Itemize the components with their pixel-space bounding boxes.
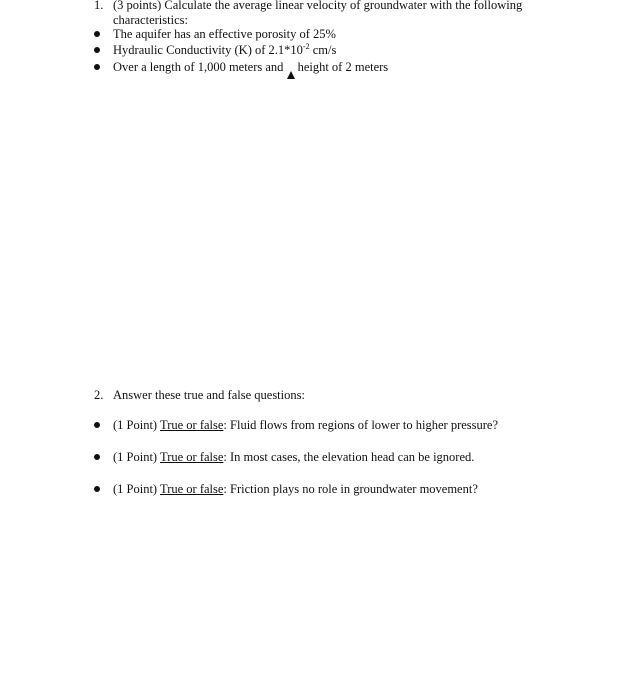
true-false-item [113, 418, 498, 433]
length-prefix: Over a length of 1,000 meters and [113, 60, 287, 74]
true-or-false-label: True or false [160, 482, 224, 496]
conductivity-prefix: Hydraulic Conductivity (K) of 2.1*10 [113, 43, 303, 57]
item-text: : Fluid flows from regions of lower to higher pressure? [223, 418, 499, 432]
delta-icon [287, 71, 295, 79]
question-2-number: 2. [94, 388, 104, 402]
bullet-icon [94, 422, 100, 428]
question-1-number: 1. [94, 0, 104, 12]
conductivity-suffix: cm/s [309, 43, 337, 57]
conductivity-exponent: -2 [302, 42, 310, 51]
true-false-item [113, 482, 478, 497]
bullet-icon [94, 454, 100, 460]
porosity-bullet-text: The aquifer has an effective porosity of 25% [113, 27, 336, 41]
bullet-icon [94, 47, 100, 53]
item-text: : Friction plays no role in groundwater movement? [223, 482, 478, 496]
item-text: : In most cases, the elevation head can be ignored. [223, 450, 475, 464]
question-2-prompt: Answer these true and false questions: [113, 388, 305, 402]
bullet-icon [94, 486, 100, 492]
bullet-icon [94, 31, 100, 37]
bullet-icon [94, 64, 100, 70]
conductivity-bullet-text [113, 43, 336, 58]
true-or-false-label: True or false [160, 450, 224, 464]
length-bullet-text [113, 60, 388, 79]
item-points: (1 Point) [113, 450, 160, 464]
item-points: (1 Point) [113, 418, 160, 432]
question-1-line-2: characteristics: [113, 13, 188, 27]
true-or-false-label: True or false [160, 418, 224, 432]
item-points: (1 Point) [113, 482, 160, 496]
length-suffix: height of 2 meters [297, 60, 389, 74]
true-false-item [113, 450, 474, 465]
question-1-line-1: (3 points) Calculate the average linear velocity of groundwater with the following [113, 0, 523, 12]
